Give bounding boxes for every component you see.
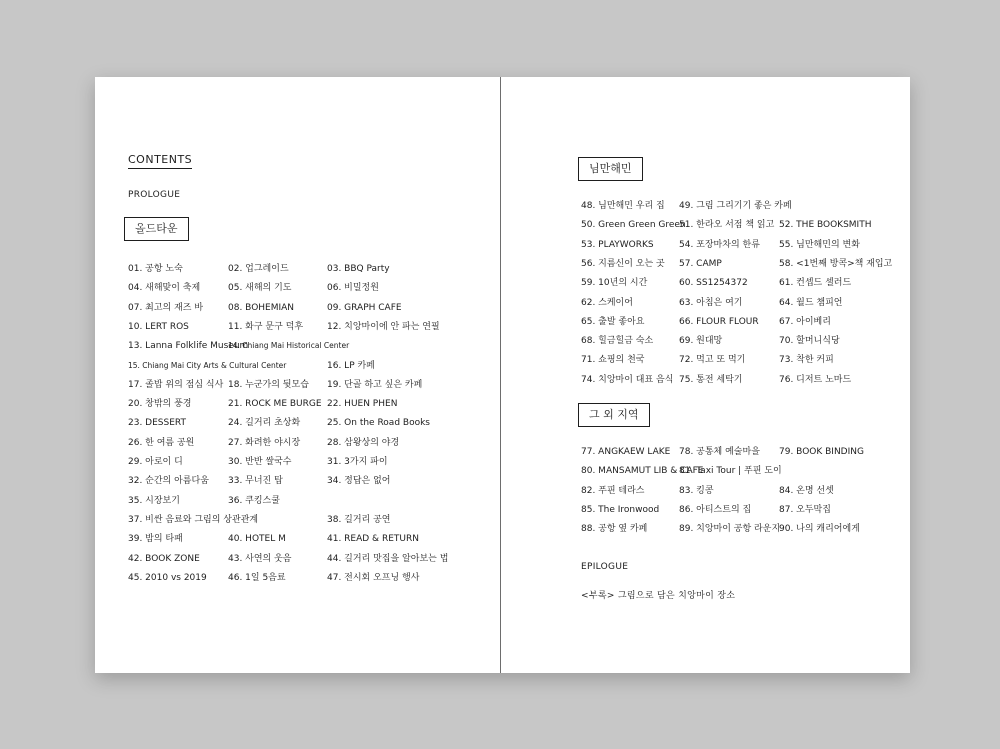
toc-entry: 37. 비싼 음료와 그림의 상관관계 — [128, 514, 259, 525]
right-page — [501, 77, 910, 673]
toc-entry: 07. 최고의 재즈 바 — [128, 302, 204, 313]
toc-entry: 87. 오두막집 — [779, 504, 831, 515]
toc-entry: 56. 지름신이 오는 곳 — [581, 258, 665, 269]
toc-entry: 82. 푸핀 테라스 — [581, 485, 645, 496]
book-spread — [95, 77, 910, 673]
toc-entry: 51. 한라오 서점 책 읽고 — [679, 220, 775, 231]
toc-entry: 19. 단골 하고 싶은 카페 — [327, 379, 423, 390]
toc-entry: 75. 통전 세탁기 — [679, 374, 743, 385]
toc-entry: 53. PLAYWORKS — [581, 239, 654, 250]
toc-entry: 26. 한 여름 공원 — [128, 437, 195, 448]
appendix-label: <부록> 그림으로 담은 치앙마이 장소 — [581, 591, 736, 601]
toc-entry: 11. 화구 문구 덕후 — [228, 321, 304, 332]
toc-entry: 18. 누군가의 뒷모습 — [228, 379, 309, 390]
toc-entry: 84. 온명 선셋 — [779, 485, 834, 496]
toc-entry: 48. 님만해민 우리 집 — [581, 201, 665, 211]
toc-entry: 22. HUEN PHEN — [327, 399, 398, 410]
toc-entry: 74. 치앙마이 대표 음식 — [581, 374, 674, 385]
toc-entry: 45. 2010 vs 2019 — [128, 572, 207, 583]
toc-entry: 57. CAMP — [679, 258, 722, 269]
toc-entry: 52. THE BOOKSMITH — [779, 220, 872, 231]
toc-entry: 20. 창밖의 풍경 — [128, 399, 192, 410]
toc-entry: 71. 쇼핑의 천국 — [581, 355, 645, 366]
toc-entry: 80. MANSAMUT LIB & CAFE — [581, 466, 704, 477]
page-gutter — [500, 77, 501, 673]
toc-entry: 67. 아이베리 — [779, 316, 831, 327]
toc-entry: 34. 정답은 없어 — [327, 476, 391, 487]
toc-entry: 42. BOOK ZONE — [128, 553, 200, 564]
toc-entry: 83. 킹콩 — [679, 485, 714, 496]
toc-entry: 88. 공항 옆 카페 — [581, 524, 648, 535]
toc-entry: 14. Chiang Mai Historical Center — [228, 341, 350, 351]
toc-entry: 79. BOOK BINDING — [779, 447, 864, 457]
toc-entry: 55. 님만해민의 변화 — [779, 239, 860, 250]
toc-entry: 01. 공항 노숙 — [128, 264, 183, 274]
toc-entry: 12. 치앙마이에 안 파는 연필 — [327, 321, 440, 332]
toc-entry: 72. 먹고 또 먹기 — [679, 355, 746, 366]
section-nimman: 님만해민 — [578, 157, 643, 181]
toc-entry: 16. LP 카페 — [327, 360, 375, 371]
toc-entry: 63. 아침은 여기 — [679, 297, 743, 308]
toc-entry: 04. 새해맞이 축제 — [128, 283, 201, 294]
toc-entry: 68. 힐금힐금 숙소 — [581, 336, 654, 347]
toc-entry: 81. Taxi Tour | 푸핀 도이 — [679, 466, 782, 477]
toc-entry: 21. ROCK ME BURGE — [228, 399, 322, 410]
toc-entry: 85. The Ironwood — [581, 504, 660, 515]
toc-entry: 62. 스케이어 — [581, 297, 633, 308]
toc-entry: 60. SS1254372 — [679, 278, 748, 289]
toc-entry: 44. 길거리 맛집을 알아보는 법 — [327, 553, 449, 564]
toc-entry: 40. HOTEL M — [228, 534, 286, 545]
toc-entry: 31. 3가지 파이 — [327, 457, 388, 467]
toc-entry: 50. Green Green Green — [581, 220, 686, 231]
toc-entry: 90. 나의 캐리어에게 — [779, 524, 860, 535]
toc-entry: 86. 아티스트의 집 — [679, 504, 752, 515]
toc-entry: 59. 10년의 시간 — [581, 278, 648, 289]
toc-entry: 64. 월드 챔피언 — [779, 297, 843, 308]
toc-entry: 89. 치앙마이 공항 라운지 — [679, 524, 781, 535]
toc-entry: 33. 무너진 탑 — [228, 476, 283, 487]
toc-entry: 43. 사연의 웃음 — [228, 553, 292, 564]
toc-entry: 58. <1번째 방콕>책 재입고 — [779, 258, 893, 269]
contents-title: CONTENTS — [128, 153, 192, 169]
toc-entry: 29. 아로이 디 — [128, 457, 183, 467]
toc-entry: 13. Lanna Folklife Museum — [128, 341, 249, 352]
toc-entry: 06. 비밀정원 — [327, 283, 379, 294]
section-other-regions: 그 외 지역 — [578, 403, 650, 427]
toc-entry: 25. On the Road Books — [327, 418, 430, 429]
toc-entry: 32. 순간의 아름다움 — [128, 476, 209, 487]
toc-entry: 36. 쿠킹스쿨 — [228, 495, 280, 506]
toc-entry: 78. 공통체 예술마을 — [679, 447, 760, 457]
toc-entry: 08. BOHEMIAN — [228, 302, 295, 313]
toc-entry: 66. FLOUR FLOUR — [679, 316, 759, 327]
toc-entry: 41. READ & RETURN — [327, 534, 419, 545]
toc-entry: 47. 전시회 오프닝 행사 — [327, 572, 420, 583]
toc-entry: 39. 밤의 타패 — [128, 534, 183, 545]
toc-entry: 73. 착한 커피 — [779, 355, 834, 366]
toc-entry: 77. ANGKAEW LAKE — [581, 447, 671, 457]
toc-entry: 54. 포장마차의 한류 — [679, 239, 760, 250]
toc-entry: 61. 컨셉드 셀러드 — [779, 278, 852, 289]
toc-entry: 30. 반반 쌀국수 — [228, 457, 292, 467]
section-oldtown: 올드타운 — [124, 217, 189, 241]
toc-entry: 27. 화려한 야시장 — [228, 437, 301, 448]
epilogue-label: EPILOGUE — [581, 562, 629, 572]
toc-entry: 46. 1일 5음료 — [228, 572, 286, 583]
toc-entry: 35. 시장보기 — [128, 495, 180, 506]
toc-entry: 15. Chiang Mai City Arts & Cultural Center — [128, 360, 287, 370]
toc-entry: 17. 졸밥 위의 점심 식사 — [128, 379, 224, 390]
toc-entry: 09. GRAPH CAFE — [327, 302, 402, 313]
toc-entry: 02. 업그레이드 — [228, 264, 289, 274]
toc-entry: 05. 새해의 기도 — [228, 283, 292, 294]
toc-entry: 28. 삼왕상의 야경 — [327, 437, 400, 448]
toc-entry: 76. 디저트 노마드 — [779, 374, 852, 385]
toc-entry: 24. 길거리 초상화 — [228, 418, 301, 429]
toc-entry: 65. 출발 좋아요 — [581, 316, 645, 327]
toc-entry: 70. 할머니식당 — [779, 336, 840, 347]
toc-entry: 49. 그림 그리기기 좋은 카페 — [679, 201, 792, 211]
toc-entry: 69. 원대망 — [679, 336, 723, 347]
toc-entry: 03. BBQ Party — [327, 264, 390, 274]
toc-entry: 38. 길거리 공연 — [327, 514, 391, 525]
toc-entry: 10. LERT ROS — [128, 321, 189, 332]
toc-entry: 23. DESSERT — [128, 418, 186, 429]
left-page — [95, 77, 500, 673]
prologue-label: PROLOGUE — [128, 190, 181, 200]
